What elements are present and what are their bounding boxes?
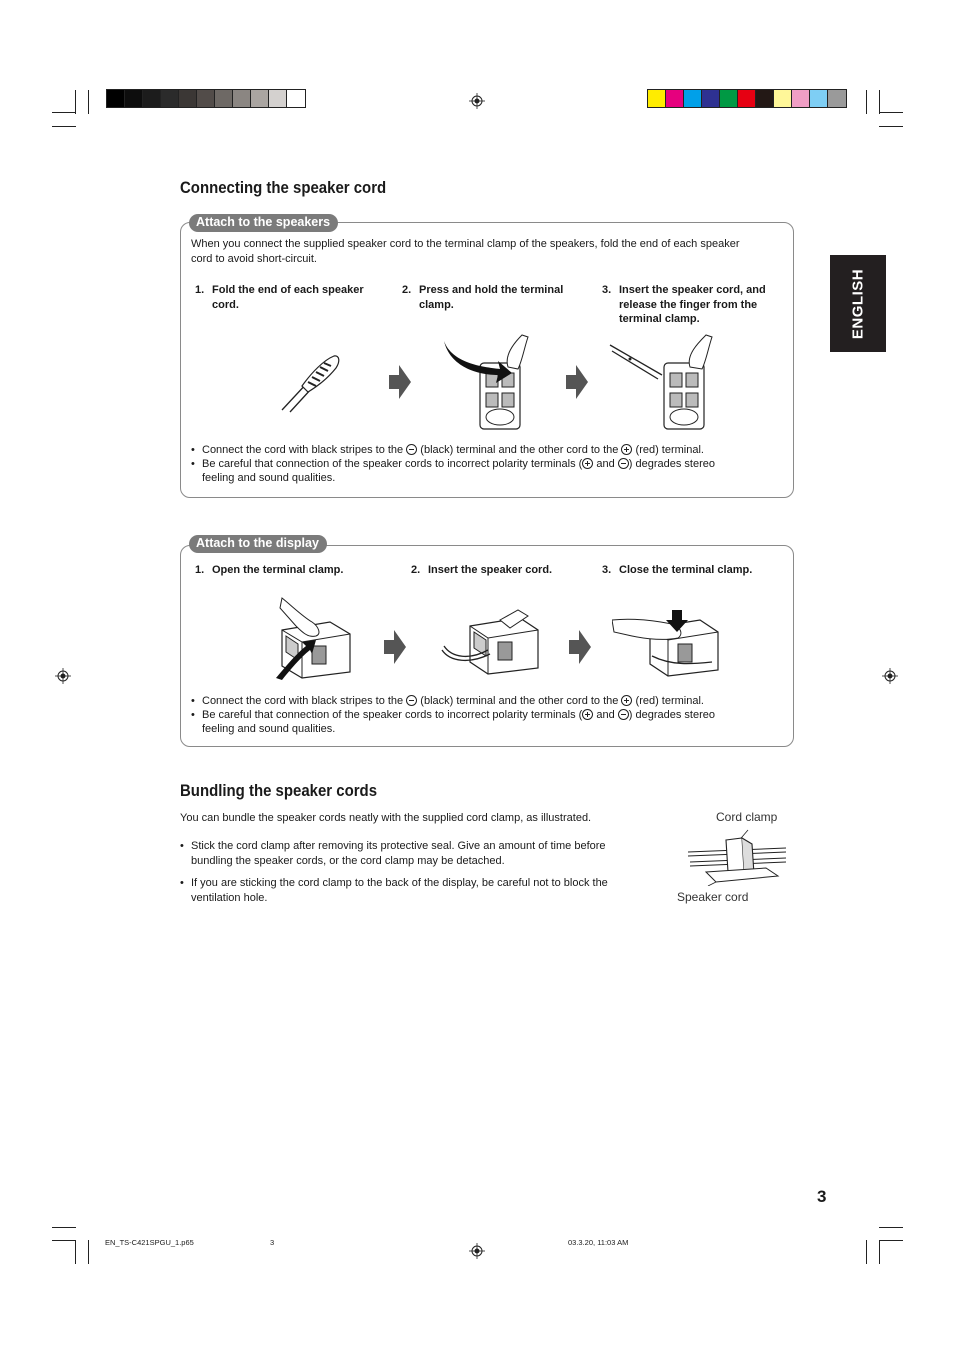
color-swatch — [125, 90, 143, 107]
insert-cord-illustration — [606, 333, 716, 433]
color-swatch — [792, 90, 810, 107]
color-swatch — [197, 90, 215, 107]
crop-mark — [88, 90, 89, 114]
color-swatch — [107, 90, 125, 107]
crop-mark — [75, 1240, 76, 1264]
speakers-step-2: 2. Press and hold the terminal clamp. — [402, 284, 564, 311]
arrow-right-icon — [569, 630, 591, 664]
minus-terminal-icon — [406, 695, 417, 706]
color-swatch — [828, 90, 846, 107]
crop-mark — [52, 126, 76, 127]
color-swatch — [756, 90, 774, 107]
open-clamp-illustration — [272, 596, 354, 680]
display-step-2: 2. Insert the speaker cord. — [411, 564, 553, 576]
registration-mark-icon — [55, 668, 71, 684]
crop-mark — [88, 1240, 89, 1264]
process-color-bar — [647, 89, 847, 108]
cord-clamp-illustration — [686, 826, 790, 886]
attach-to-speakers-label: Attach to the speakers — [189, 214, 338, 232]
folded-cord-illustration — [278, 352, 344, 414]
section-title-bundling: Bundling the speaker cords — [180, 781, 378, 800]
arrow-right-icon — [566, 365, 588, 399]
display-step-1: 1. Open the terminal clamp. — [195, 564, 344, 576]
color-swatch — [774, 90, 792, 107]
color-swatch — [233, 90, 251, 107]
language-tab — [830, 255, 886, 352]
language-tab-label: ENGLISH — [849, 268, 867, 339]
speakers-step-1: 1. Fold the end of each speaker cord. — [195, 284, 364, 311]
crop-mark — [879, 112, 903, 113]
grayscale-color-bar — [106, 89, 306, 108]
color-swatch — [251, 90, 269, 107]
color-swatch — [666, 90, 684, 107]
plus-terminal-icon — [621, 695, 632, 706]
display-note-caution: • Be careful that connection of the speaker cords to incorrect polarity terminals ( and ) degrades stereo feeling and sound qualities. — [191, 709, 715, 735]
press-terminal-illustration — [442, 333, 532, 433]
display-step-3: 3. Close the terminal clamp. — [602, 564, 753, 576]
registration-mark-icon — [882, 668, 898, 684]
crop-mark — [866, 90, 867, 114]
footer-filename: EN_TS-C421SPGU_1.p65 — [105, 1238, 194, 1247]
speakers-intro-line1: When you connect the supplied speaker cord to the terminal clamp of the speakers, fold the end of each speaker — [191, 238, 740, 250]
speakers-note-caution: • Be careful that connection of the speaker cords to incorrect polarity terminals ( and ) degrades stereo feeling and sound qualities. — [191, 458, 715, 484]
plus-terminal-icon — [582, 709, 593, 720]
color-swatch — [738, 90, 756, 107]
bundling-bullet-2: • If you are sticking the cord clamp to the back of the display, be careful not to block the ventilation hole. — [180, 877, 608, 904]
bundling-intro: You can bundle the speaker cords neatly with the supplied cord clamp, as illustrated. — [180, 812, 592, 824]
color-swatch — [161, 90, 179, 107]
crop-mark — [879, 126, 903, 127]
crop-mark — [52, 1227, 76, 1228]
close-clamp-illustration — [612, 606, 720, 678]
footer-date: 03.3.20, 11:03 AM — [568, 1238, 629, 1247]
speakers-step-3: 3. Insert the speaker cord, and release the finger from the terminal clamp. — [602, 284, 766, 325]
plus-terminal-icon — [621, 444, 632, 455]
registration-mark-icon — [469, 93, 485, 109]
color-swatch — [684, 90, 702, 107]
color-swatch — [143, 90, 161, 107]
color-swatch — [648, 90, 666, 107]
color-swatch — [702, 90, 720, 107]
color-swatch — [720, 90, 738, 107]
crop-mark — [879, 90, 880, 114]
bundling-bullet-1: • Stick the cord clamp after removing its protective seal. Give an amount of time before bundling the speaker cords, or the cord clamp may be detached. — [180, 840, 606, 867]
minus-terminal-icon — [406, 444, 417, 455]
insert-display-cord-illustration — [440, 606, 540, 676]
minus-terminal-icon — [618, 458, 629, 469]
crop-mark — [75, 90, 76, 114]
speakers-intro-line2: cord to avoid short-circuit. — [191, 253, 317, 265]
crop-mark — [879, 1240, 903, 1241]
display-note-polarity: • Connect the cord with black stripes to the (black) terminal and the other cord to the (red) terminal. — [191, 695, 704, 707]
footer-page: 3 — [270, 1238, 275, 1247]
speaker-cord-label: Speaker cord — [677, 890, 749, 904]
attach-to-display-label: Attach to the display — [189, 535, 327, 553]
section-title-connecting: Connecting the speaker cord — [180, 178, 387, 197]
color-swatch — [269, 90, 287, 107]
page-number: 3 — [817, 1187, 827, 1206]
crop-mark — [879, 1227, 903, 1228]
crop-mark — [52, 1240, 76, 1241]
color-swatch — [215, 90, 233, 107]
minus-terminal-icon — [618, 709, 629, 720]
arrow-right-icon — [389, 365, 411, 399]
color-swatch — [287, 90, 305, 107]
crop-mark — [879, 1240, 880, 1264]
cord-clamp-label: Cord clamp — [716, 810, 778, 824]
color-swatch — [810, 90, 828, 107]
crop-mark — [866, 1240, 867, 1264]
color-swatch — [179, 90, 197, 107]
registration-mark-icon — [469, 1243, 485, 1259]
plus-terminal-icon — [582, 458, 593, 469]
speakers-note-polarity: • Connect the cord with black stripes to the (black) terminal and the other cord to the (red) terminal. — [191, 444, 704, 456]
crop-mark — [52, 112, 76, 113]
arrow-right-icon — [384, 630, 406, 664]
